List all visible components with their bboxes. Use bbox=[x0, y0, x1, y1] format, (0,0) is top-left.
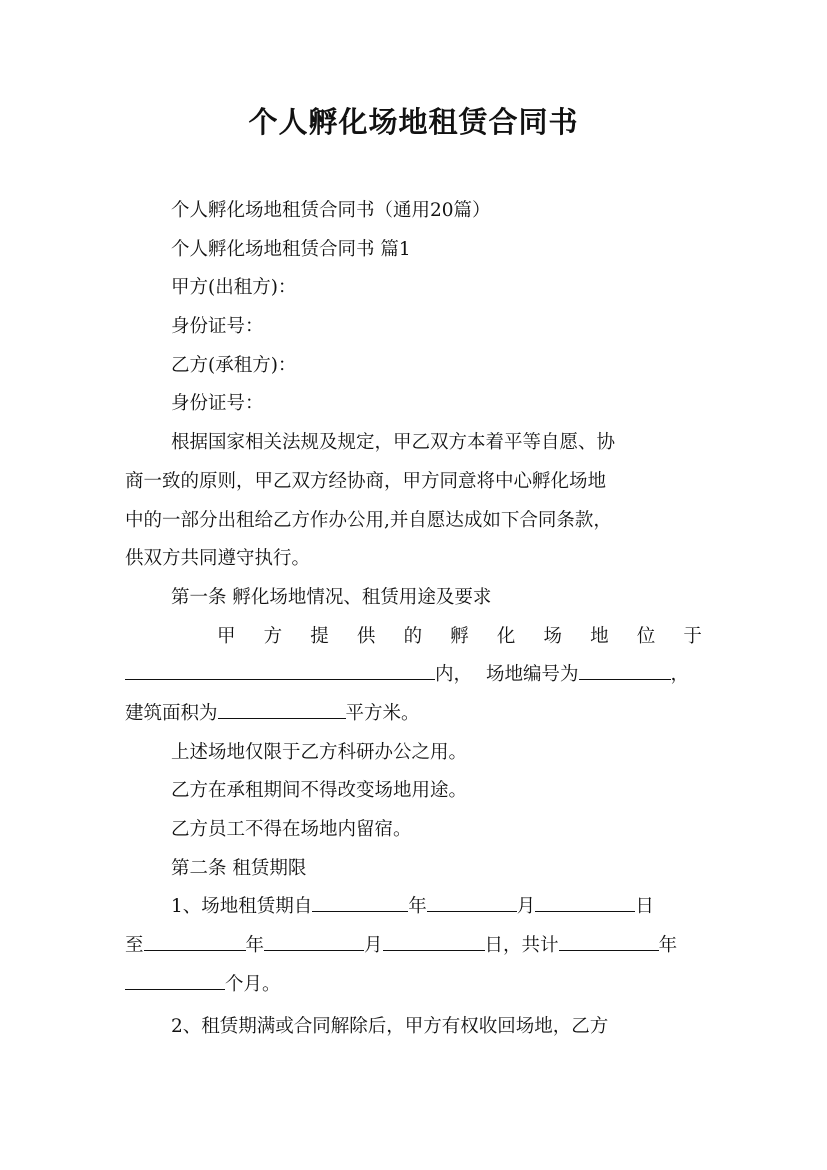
end-day-blank bbox=[383, 931, 485, 951]
article1-number-line bbox=[125, 656, 702, 695]
term-line-2 bbox=[125, 927, 702, 966]
area-blank bbox=[218, 699, 346, 719]
term-lead: 1、场地租赁期自 bbox=[171, 896, 313, 918]
total-label: 日，共计 bbox=[484, 935, 559, 957]
location-char: 供 bbox=[356, 625, 376, 647]
preamble-line-1: 根据国家相关法规及规定，甲乙双方本着平等自愿、协 bbox=[171, 432, 616, 454]
preamble-line-2: 商一致的原则，甲乙双方经协商，甲方同意将中心孵化场地 bbox=[125, 470, 607, 492]
article2-heading: 第二条 租赁期限 bbox=[171, 857, 307, 879]
section-heading: 个人孵化场地租赁合同书 篇1 bbox=[171, 238, 411, 260]
term-line-3 bbox=[125, 966, 702, 1005]
party-a-line: 甲方(出租方)： bbox=[171, 277, 297, 299]
party-b-line: 乙方(承租方)： bbox=[171, 354, 297, 376]
location-char: 化 bbox=[496, 625, 516, 647]
year-label: 年 bbox=[408, 896, 427, 918]
party-a-id-line: 身份证号： bbox=[171, 316, 264, 338]
document-subtitle: 个人孵化场地租赁合同书（通用20篇） bbox=[171, 200, 491, 221]
year-label: 年 bbox=[658, 935, 678, 957]
location-char: 于 bbox=[683, 625, 702, 647]
location-blank bbox=[125, 660, 435, 680]
location-char: 方 bbox=[263, 625, 283, 647]
location-char: 的 bbox=[403, 625, 423, 647]
preamble-line-3: 中的一部分出租给乙方作办公用,并自愿达成如下合同条款， bbox=[125, 509, 612, 531]
area-unit: 平方米。 bbox=[345, 702, 420, 724]
location-char: 孵 bbox=[450, 625, 469, 647]
document-title: 个人孵化场地租赁合同书 bbox=[248, 105, 579, 139]
location-char: 甲 bbox=[217, 625, 236, 647]
location-char: 场 bbox=[543, 625, 562, 647]
number-blank bbox=[579, 660, 671, 680]
article1-heading: 第一条 孵化场地情况、租赁用途及要求 bbox=[171, 586, 492, 608]
months-tail: 个月。 bbox=[225, 973, 281, 995]
clause-a: 上述场地仅限于乙方科研办公之用。 bbox=[171, 741, 468, 763]
location-char: 位 bbox=[636, 625, 656, 647]
preamble-line-4: 供双方共同遵守执行。 bbox=[125, 548, 311, 570]
to-label: 至 bbox=[125, 935, 144, 957]
location-char: 地 bbox=[590, 625, 609, 647]
end-year-blank bbox=[144, 931, 246, 951]
article1-location-line bbox=[125, 618, 702, 657]
inside-text: 内， bbox=[435, 664, 473, 686]
total-year-blank bbox=[559, 931, 659, 951]
start-day-blank bbox=[535, 892, 635, 912]
location-char: 提 bbox=[310, 625, 329, 647]
term-line-1 bbox=[125, 888, 702, 927]
start-year-blank bbox=[312, 892, 408, 912]
area-label: 建筑面积为 bbox=[125, 702, 218, 724]
clause-c: 乙方员工不得在场地内留宿。 bbox=[171, 819, 412, 840]
term-item-2: 2、租赁期满或合同解除后，甲方有权收回场地，乙方 bbox=[171, 1016, 609, 1038]
month-label: 月 bbox=[516, 896, 536, 918]
total-month-blank bbox=[125, 969, 225, 989]
party-b-id-line: 身份证号： bbox=[171, 393, 264, 415]
end-month-blank bbox=[264, 931, 364, 951]
day-label: 日 bbox=[635, 896, 654, 918]
month-label: 月 bbox=[364, 935, 383, 957]
start-month-blank bbox=[427, 892, 517, 912]
year-label: 年 bbox=[245, 935, 265, 957]
number-label: 场地编号为 bbox=[486, 664, 579, 686]
article1-area-line bbox=[125, 695, 702, 734]
document-body bbox=[125, 192, 702, 1047]
number-comma: ， bbox=[670, 664, 690, 686]
clause-b: 乙方在承租期间不得改变场地用途。 bbox=[171, 780, 468, 802]
